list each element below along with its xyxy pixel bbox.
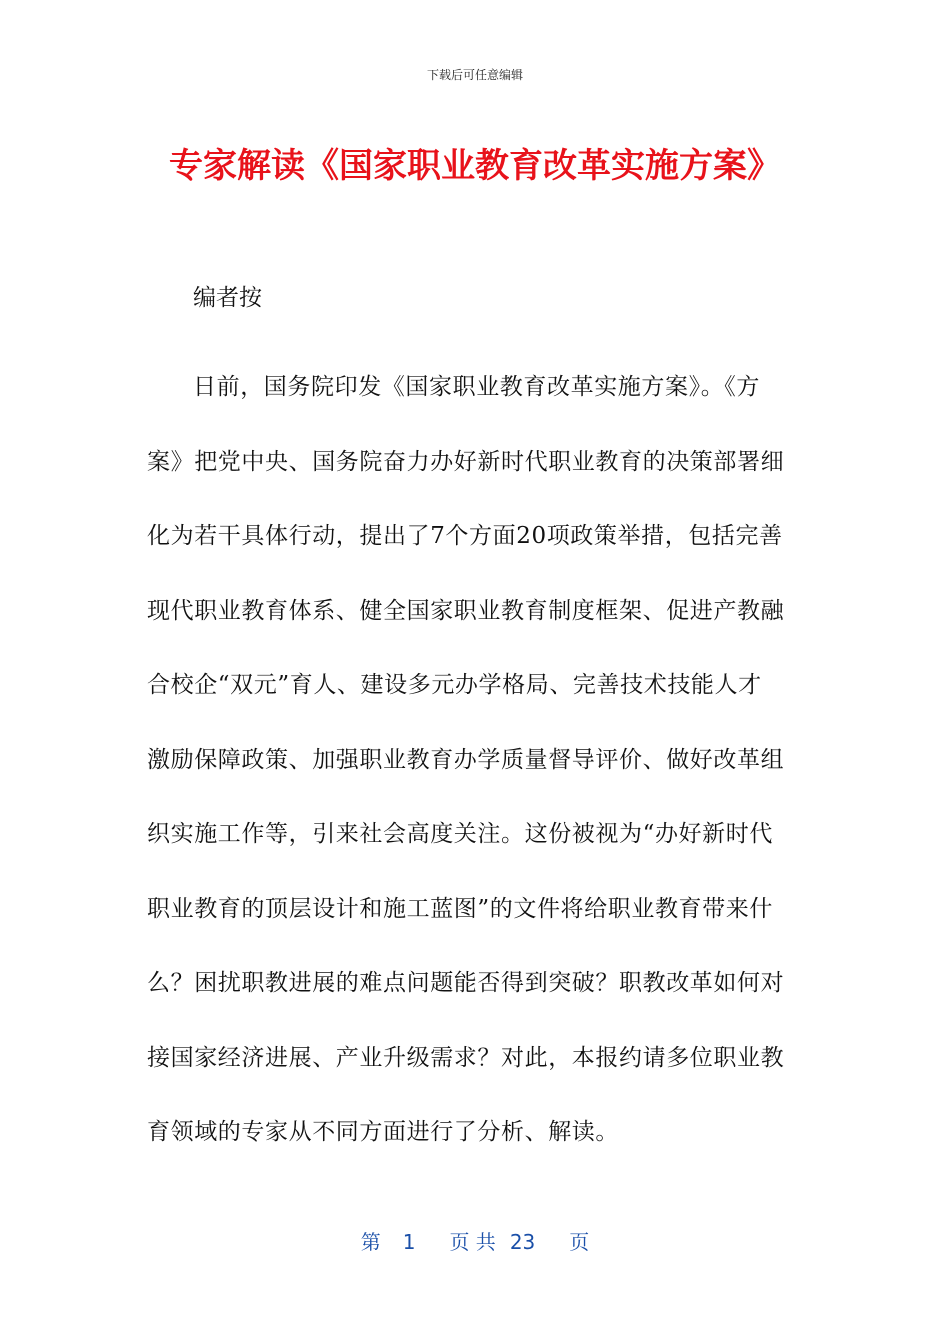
paragraph-line: 育领域的专家从不同方面进行了分析、解读。: [147, 1119, 619, 1145]
footer-total-pages: 23: [509, 1230, 536, 1254]
paragraph-line: 接国家经济进展、产业升级需求？对此，本报约请多位职业教: [147, 1044, 785, 1071]
footer-current-page: 1: [402, 1230, 416, 1254]
section-heading: 编者按: [193, 285, 262, 311]
document-title: 专家解读《国家职业教育改革实施方案》: [169, 146, 781, 186]
paragraph-line: 织实施工作等，引来社会高度关注。这份被视为“办好新时代: [147, 821, 773, 847]
footer-prefix: 第: [360, 1230, 381, 1254]
body-paragraph: [147, 350, 797, 1170]
paragraph-line: 案》把党中央、国务院奋力办好新时代职业教育的决策部署细: [147, 448, 785, 475]
paragraph-line: 日前，国务院印发《国家职业教育改革实施方案》。《方: [193, 374, 760, 400]
page-footer: [0, 1226, 950, 1255]
paragraph-line: 现代职业教育体系、健全国家职业教育制度框架、促进产教融: [147, 597, 785, 624]
paragraph-line: 化为若干具体行动，提出了7个方面20项政策举措，包括完善: [147, 523, 783, 549]
paragraph-line: 激励保障政策、加强职业教育办学质量督导评价、做好改革组: [147, 746, 785, 773]
paragraph-line: 合校企“双元”育人、建设多元办学格局、完善技术技能人才: [147, 672, 762, 698]
footer-suffix: 页: [569, 1230, 590, 1254]
paragraph-line: 职业教育的顶层设计和施工蓝图”的文件将给职业教育带来什: [147, 895, 773, 922]
paragraph-line: 么？困扰职教进展的难点问题能否得到突破？职教改革如何对: [147, 970, 785, 996]
header-note: 下载后可任意编辑: [426, 68, 523, 82]
footer-middle: 页 共: [449, 1230, 496, 1254]
